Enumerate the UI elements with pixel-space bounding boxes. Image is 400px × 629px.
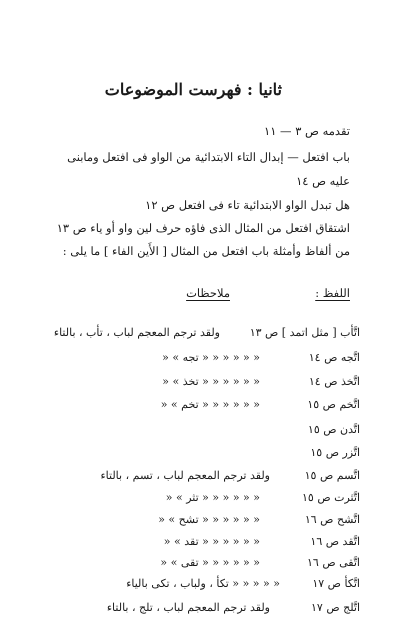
toc-line: هل تبدل الواو الابتدائية تاء فى افتعل ص ١٢ (145, 198, 350, 212)
row-word: اتَّخذ ص ١٤ (308, 375, 360, 388)
row-notes: ولقد ترجم المعجم لباب ، تأب ، بالتاء (53, 326, 220, 339)
row-notes: « « « « « تكأ ، ولباب ، تكى بالياء (126, 577, 280, 590)
row-word: اتَّشح ص ١٦ (304, 513, 360, 526)
row-notes: « « « « « « تقى » « (160, 556, 260, 569)
toc-line: باب افتعل — إبدال التاء الابتدائية من الواو فى افتعل ومابنى (67, 150, 350, 164)
row-word: اتَّلج ص ١٧ (311, 601, 360, 614)
row-word: اتَّجه ص ١٤ (308, 351, 360, 364)
row-notes: « « « « « « تقد » « (163, 535, 260, 548)
row-word: اتَّكأ ص ١٧ (312, 577, 360, 590)
row-notes: « « « « « « تخذ » « (162, 375, 260, 388)
row-notes: « « « « « « تخم » « (160, 398, 260, 411)
toc-line: اشتقاق افتعل من المثال الذى فاؤه حرف لين واو أو ياء ص ١٣ (56, 221, 350, 235)
row-word: اتَّقد ص ١٦ (310, 535, 360, 548)
row-word: اتَّسم ص ١٥ (304, 469, 360, 482)
column-header-word (315, 286, 350, 300)
row-word: اتَّأب [ مثل اتمد ] ص ١٣ (249, 326, 360, 339)
toc-line: عليه ص ١٤ (296, 174, 350, 188)
page-title: ثانيا : فهرست الموضوعات (104, 80, 282, 99)
row-notes: ولقد ترجم المعجم لباب ، تلج ، بالتاء (106, 601, 270, 614)
column-header-notes-text: ملاحظات (186, 286, 230, 300)
row-word: اتَّزر ص ١٥ (310, 446, 360, 459)
toc-line: تقدمه ص ٣ — ١١ (264, 124, 350, 138)
toc-line: من ألفاظ وأمثلة باب افتعل من المثال [ الأَين الفاء ] ما يلى : (62, 244, 350, 258)
column-header-notes (186, 286, 230, 300)
column-header-word-text: اللفظ : (315, 286, 350, 300)
row-notes: « « « « « « تجه » « (162, 351, 260, 364)
row-notes: « « « « « « تشح » « (158, 513, 260, 526)
row-word: اتَّخم ص ١٥ (307, 398, 360, 411)
row-word: اتَّدن ص ١٥ (307, 423, 360, 436)
row-word: اتَّثرت ص ١٥ (302, 491, 360, 504)
row-notes: ولقد ترجم المعجم لباب ، تسم ، بالتاء (100, 469, 270, 482)
row-notes: « « « « « « تثر » « (165, 491, 260, 504)
row-word: اتَّقى ص ١٦ (307, 556, 360, 569)
